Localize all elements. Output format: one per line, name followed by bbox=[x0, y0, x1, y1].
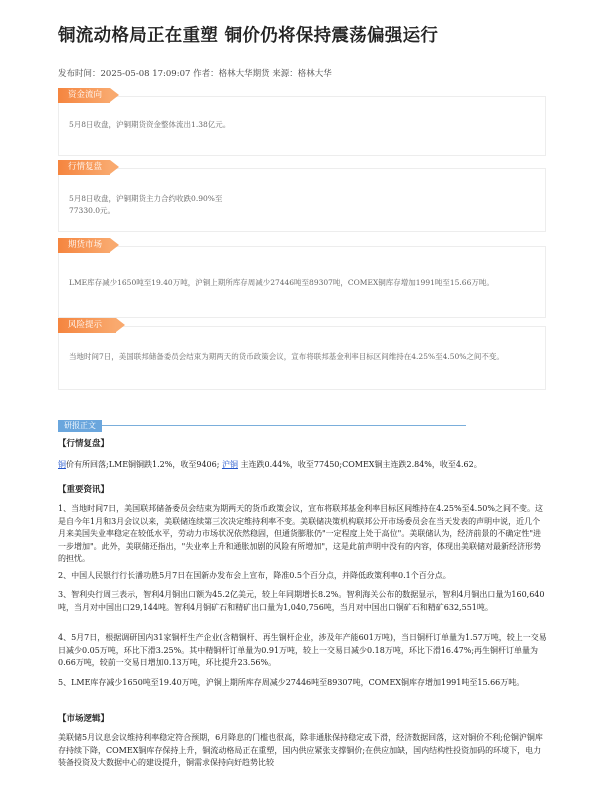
section-logic-heading: 【市场逻辑】 bbox=[58, 714, 110, 724]
news-item: 1、当地时间7日，美国联邦储备委员会结束为期两天的货币政策会议，宣布将联邦基金利率目标区间维持在4.25%至4.50%之间不变。这是自今年1月和3月会议以来，美联储连续第三次决定维持利率不变。美联储决策机构联邦公开市场委员会在当天发表的声明中说，近几个月来美国失业率稳定在较低水平，劳动力市场状况依然稳固，但通货膨胀仍"一定程度上处于高位"。美联储认为，经济前景的不确定性"进一步增加"。此外，美联储还指出，"失业率上升和通胀加剧的风险有所增加"，这是此前声明中没有的内容，体现出美联储对最新经济形势的担忧。 bbox=[58, 504, 544, 563]
card-text: 5月8日收盘，沪铜期货资金整体流出1.38亿元。 bbox=[69, 120, 231, 129]
article-title: 铜流动格局正在重塑 铜价仍将保持震荡偏强运行 bbox=[58, 26, 439, 46]
card-text: LME库存减少1650吨至19.40万吨，沪铜上期所库存周减少27446吨至89307吨，COMEX铜库存增加1991吨至15.66万吨。 bbox=[69, 278, 494, 287]
logic-paragraph: 美联储5月议息会议维持利率稳定符合预期，6月降息的门槛也很高，除非通胀保持稳定或下滑，经济数据回落，这对铜价不利;伦铜沪铜库存持续下降，COMEX铜库存保持上升，铜流动格局正在重塑，国内供应紧张支撑铜价;在供应加缺，国内结构性投资加码的环境下，电力装备投资及大数据中心的建设提升，铜需求保持向好趋势比较 bbox=[58, 733, 543, 767]
news-item: 2、中国人民银行行长潘功胜5月7日在国新办发布会上宣布，降准0.5个百分点，并降低政策利率0.1个百分点。 bbox=[58, 571, 451, 580]
section-review-heading: 【行情复盘】 bbox=[58, 439, 110, 449]
news-item: 5、LME库存减少1650吨至19.40万吨，沪铜上期所库存周减少27446吨至89307吨，COMEX铜库存增加1991吨至15.66万吨。 bbox=[58, 678, 525, 687]
article-meta: 发布时间：2025-05-08 17:09:07 作者：格林大华期货 来源：格林大华 bbox=[58, 69, 332, 79]
research-label: 研报正文 bbox=[58, 420, 102, 432]
review-text: 价有所回落;LME铜铜跌1.2%，收至9406; bbox=[66, 460, 222, 469]
review-text-end: 主连跌0.44%，收至77450;COMEX铜主连跌2.84%，收至4.62。 bbox=[237, 460, 482, 469]
card-tag: 资金流向 bbox=[58, 88, 110, 103]
copper-link[interactable]: 铜 bbox=[58, 460, 66, 469]
shanghai-copper-link[interactable]: 沪铜 bbox=[221, 460, 238, 469]
news-item: 3、智利央行周三表示，智利4月铜出口额为45.2亿美元，较上年同期增长8.2%。智利海关公布的数据显示，智利4月铜出口量为160,640吨，当月对中国出口29,144吨。智利4月铜矿石和精矿出口量为1,040,756吨，当月对中国出口铜矿石和精矿632,551吨。 bbox=[58, 590, 545, 612]
card-tag: 期货市场 bbox=[58, 238, 110, 253]
research-header bbox=[58, 413, 466, 430]
news-item: 4、5月7日，根据调研国内31家铜杆生产企业(含精铜杆、再生铜杆企业，涉及年产能601万吨)，当日铜杆订单量为1.57万吨，较上一交易日减少0.05万吨，环比下滑3.25%。其中精铜杆订单量为0.91万吨，较上一交易日减少0.18万吨，环比下滑16.47%;再生铜杆订单量为0.66万吨，较前一交易日增加0.13万吨，环比提升23.56%。 bbox=[58, 633, 547, 667]
review-paragraph bbox=[58, 459, 548, 472]
card-text: 5月8日收盘，沪铜期货主力合约收跌0.90%至77330.0元。 bbox=[69, 194, 223, 215]
card-tag: 风险提示 bbox=[58, 318, 116, 333]
section-news-heading: 【重要资讯】 bbox=[58, 485, 110, 495]
card-risk-warning bbox=[58, 320, 546, 390]
card-futures-market bbox=[58, 240, 546, 318]
card-market-review bbox=[58, 162, 546, 232]
card-fund-flow bbox=[58, 90, 546, 156]
card-tag: 行情复盘 bbox=[58, 160, 110, 175]
card-text: 当地时间7日，美国联邦储备委员会结束为期两天的货币政策会议，宣布将联邦基金利率目标区间维持在4.25%至4.50%之间不变。 bbox=[69, 352, 504, 361]
